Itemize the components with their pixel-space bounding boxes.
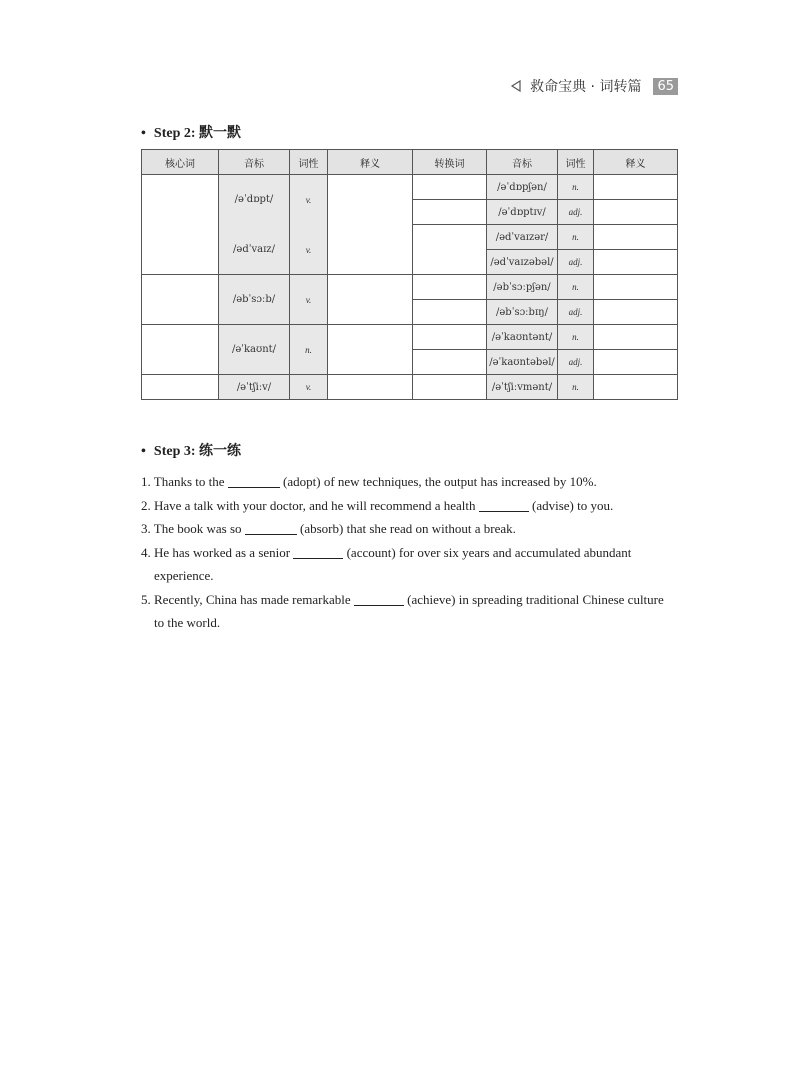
exercise-list: [141, 470, 678, 635]
derived-phonetic: /əˈdɒpʃən/: [487, 175, 558, 200]
derived-meaning-blank[interactable]: [594, 200, 678, 225]
derived-meaning-blank[interactable]: [594, 325, 678, 350]
derived-pos: n.: [558, 175, 594, 200]
core-word-blank[interactable]: [142, 325, 219, 375]
derived-pos: n.: [558, 225, 594, 250]
core-phonetic: /əˈkaʊnt/: [219, 325, 290, 375]
derived-word-blank[interactable]: [413, 225, 487, 275]
derived-pos: n.: [558, 375, 594, 400]
derived-phonetic: /ədˈvaɪzəbəl/: [487, 250, 558, 275]
running-header: [510, 76, 678, 96]
col-header-phonetic: 音标: [219, 150, 290, 175]
derived-meaning-blank[interactable]: [594, 250, 678, 275]
step2-label: Step 2:: [153, 126, 196, 141]
vocabulary-table: [141, 149, 678, 400]
book-section-title: 救命宝典 · 词转篇: [530, 79, 642, 95]
derived-word-blank[interactable]: [413, 200, 487, 225]
derived-meaning-blank[interactable]: [594, 225, 678, 250]
bullet: •: [141, 126, 146, 141]
derived-word-blank[interactable]: [413, 325, 487, 350]
col-header-derived-pos: 词性: [558, 150, 594, 175]
step3-title-cn: 练一练: [199, 443, 242, 459]
core-pos: v.: [290, 175, 328, 225]
table-header-row: [142, 150, 678, 175]
step2-heading: [141, 122, 241, 142]
core-phonetic: /əbˈsɔːb/: [219, 275, 290, 325]
derived-phonetic: /ədˈvaɪzər/: [487, 225, 558, 250]
derived-pos: adj.: [558, 300, 594, 325]
table-row: [142, 275, 678, 300]
derived-pos: adj.: [558, 200, 594, 225]
col-header-core-word: 核心词: [142, 150, 219, 175]
derived-meaning-blank[interactable]: [594, 300, 678, 325]
core-meaning-blank[interactable]: [328, 375, 413, 400]
derived-word-blank[interactable]: [413, 300, 487, 325]
core-pos: n.: [290, 325, 328, 375]
derived-meaning-blank[interactable]: [594, 350, 678, 375]
derived-phonetic: /əˈdɒptɪv/: [487, 200, 558, 225]
col-header-derived-word: 转换词: [413, 150, 487, 175]
core-word-blank[interactable]: [142, 175, 219, 275]
derived-pos: n.: [558, 275, 594, 300]
exercise-item-5: 5. Recently, China has made remarkable (achieve) in spreading traditional Chinese culture to the world.: [141, 591, 664, 630]
core-word-blank[interactable]: [142, 375, 219, 400]
derived-phonetic: /əbˈsɔːbɪŋ/: [487, 300, 558, 325]
col-header-meaning: 释义: [328, 150, 413, 175]
derived-meaning-blank[interactable]: [594, 175, 678, 200]
derived-phonetic: /əˈkaʊntəbəl/: [487, 350, 558, 375]
core-pos: v.: [290, 225, 328, 275]
col-header-pos: 词性: [290, 150, 328, 175]
derived-word-blank[interactable]: [413, 175, 487, 200]
core-word-blank[interactable]: [142, 275, 219, 325]
derived-pos: n.: [558, 325, 594, 350]
page-number: 65: [653, 78, 678, 95]
derived-phonetic: /əˈtʃiːvmənt/: [487, 375, 558, 400]
core-pos: v.: [290, 275, 328, 325]
core-phonetic: /ədˈvaɪz/: [219, 225, 290, 275]
derived-word-blank[interactable]: [413, 350, 487, 375]
answer-blank[interactable]: [479, 497, 529, 512]
exercise-item-3: 3. The book was so (absorb) that she read on without a break.: [141, 521, 516, 536]
bullet: •: [141, 444, 146, 459]
exercise-item-4: 4. He has worked as a senior (account) for over six years and accumulated abundant experience.: [141, 544, 632, 583]
derived-pos: adj.: [558, 350, 594, 375]
derived-phonetic: /əbˈsɔːpʃən/: [487, 275, 558, 300]
exercise-item-1: 1. Thanks to the (adopt) of new techniques, the output has increased by 10%.: [141, 474, 597, 489]
col-header-derived-phonetic: 音标: [487, 150, 558, 175]
answer-blank[interactable]: [228, 473, 280, 488]
table-row: [142, 375, 678, 400]
answer-blank[interactable]: [293, 544, 343, 559]
table-row: [142, 175, 678, 200]
table-row: [142, 325, 678, 350]
answer-blank[interactable]: [354, 591, 404, 606]
core-phonetic: /əˈdɒpt/: [219, 175, 290, 225]
derived-pos: adj.: [558, 250, 594, 275]
derived-word-blank[interactable]: [413, 375, 487, 400]
derived-meaning-blank[interactable]: [594, 375, 678, 400]
answer-blank[interactable]: [245, 520, 297, 535]
core-meaning-blank[interactable]: [328, 275, 413, 325]
derived-meaning-blank[interactable]: [594, 275, 678, 300]
step3-label: Step 3:: [153, 444, 196, 459]
core-pos: v.: [290, 375, 328, 400]
step2-title-cn: 默一默: [199, 125, 242, 141]
step3-heading: [141, 440, 241, 460]
core-meaning-blank[interactable]: [328, 175, 413, 275]
derived-word-blank[interactable]: [413, 275, 487, 300]
derived-phonetic: /əˈkaʊntənt/: [487, 325, 558, 350]
core-phonetic: /əˈtʃiːv/: [219, 375, 290, 400]
triangle-left-icon: [510, 80, 522, 92]
exercise-item-2: 2. Have a talk with your doctor, and he will recommend a health (advise) to you.: [141, 497, 614, 513]
core-meaning-blank[interactable]: [328, 325, 413, 375]
col-header-derived-meaning: 释义: [594, 150, 678, 175]
